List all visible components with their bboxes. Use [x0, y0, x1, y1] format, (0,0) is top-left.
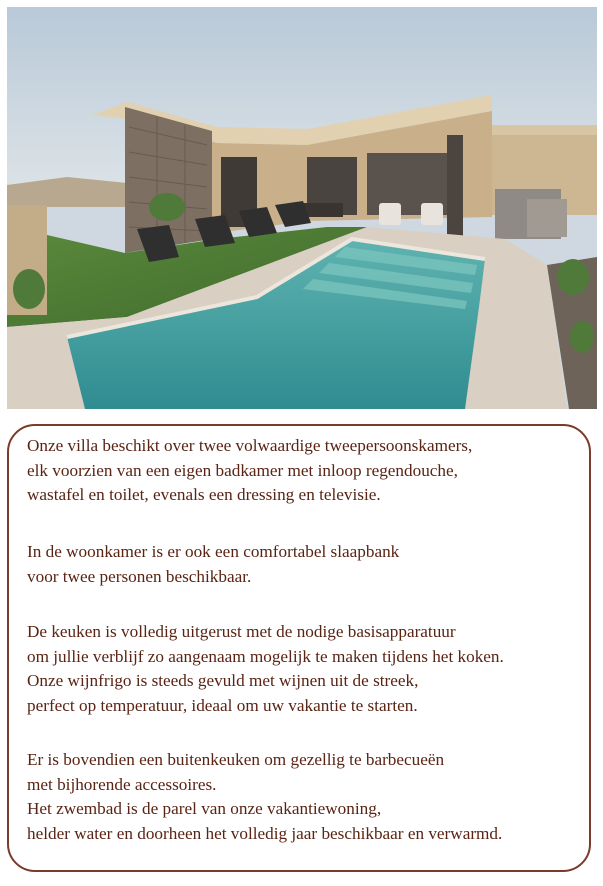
text-line: met bijhorende accessoires. — [27, 774, 217, 794]
text-line: voor twee personen beschikbaar. — [27, 566, 252, 586]
paragraph-living-room — [27, 540, 399, 589]
villa-pool-photo — [7, 7, 597, 409]
patio-chair-2 — [421, 203, 443, 225]
text-line: elk voorzien van een eigen badkamer met inloop regendouche, — [27, 460, 458, 480]
paragraph-kitchen — [27, 620, 504, 718]
text-line: helder water en doorheen het volledig jaar beschikbaar en verwarmd. — [27, 823, 503, 843]
text-line: Onze villa beschikt over twee volwaardige tweepersoonskamers, — [27, 436, 473, 455]
villa-pool-illustration — [7, 7, 597, 409]
text-line: perfect op temperatuur, ideaal om uw vakantie te starten. — [27, 695, 418, 715]
text-line: Er is bovendien een buitenkeuken om gezellig te barbecueën — [27, 750, 445, 769]
text-line: wastafel en toilet, evenals een dressing en televisie. — [27, 485, 381, 504]
paragraph-bedrooms — [27, 434, 472, 508]
text-line: In de woonkamer is er ook een comfortabel slaapbank — [27, 542, 400, 561]
patio-chair — [379, 203, 401, 225]
text-line: Onze wijnfrigo is steeds gevuld met wijnen uit de streek, — [27, 671, 419, 690]
text-line: De keuken is volledig uitgerust met de nodige basisapparatuur — [27, 622, 456, 641]
paragraph-outdoor-pool — [27, 748, 502, 846]
description-box — [7, 424, 591, 872]
text-line: Het zwembad is de parel van onze vakantiewoning, — [27, 799, 382, 818]
text-line: om jullie verblijf zo aangenaam mogelijk te maken tijdens het koken. — [27, 646, 504, 666]
